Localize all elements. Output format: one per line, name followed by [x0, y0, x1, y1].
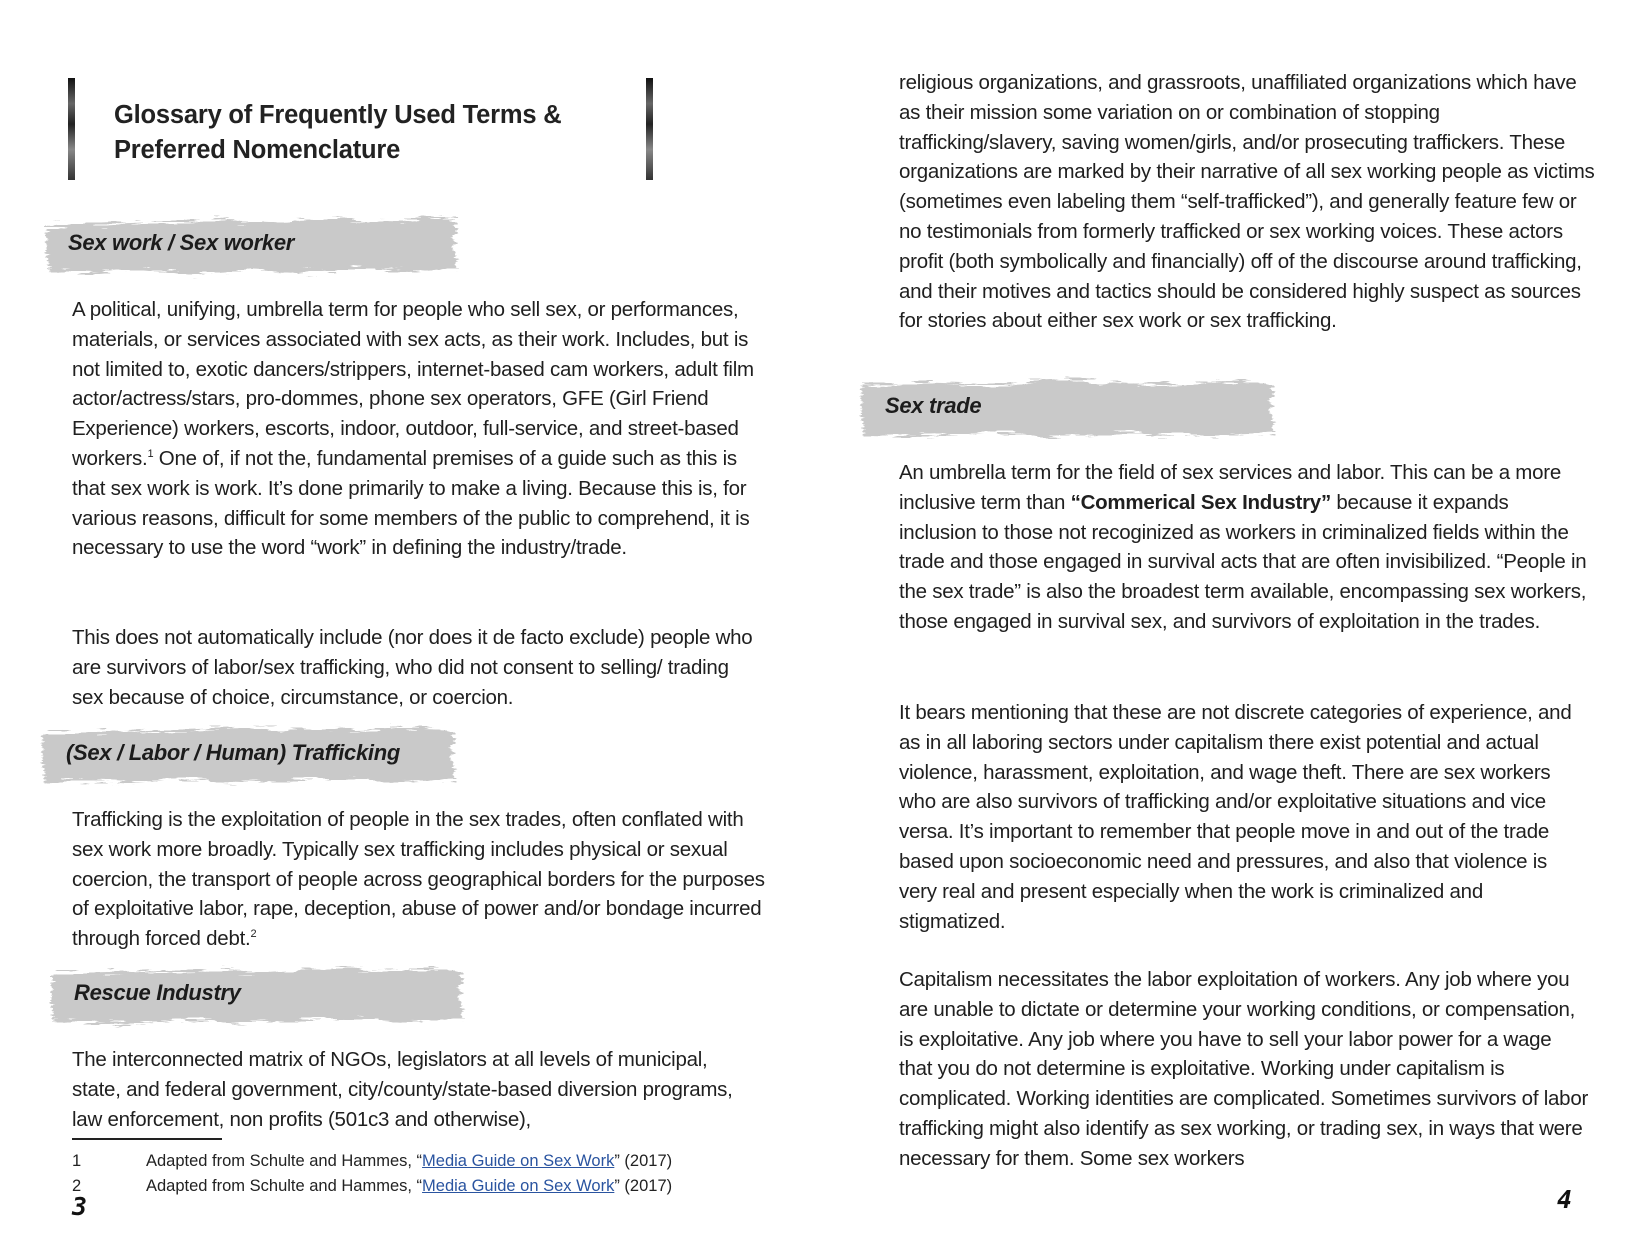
paragraph — [899, 458, 1589, 637]
paragraph: This does not automatically include (nor does it de facto exclude) people who are survivors of labor/sex trafficking, who did not consent to selling/ trading sex because of choice, circumstance, or coercion. — [72, 626, 753, 709]
paragraph-text: because it expands inclusion to those not recoginized as workers in criminalized fields within the trade and those engaged in survival acts that are often invisibilized. “People in the sex trade” is also the broadest term available, encompassing sex workers, those engaged in survival sex, and survivors of exploitation in the trades. — [899, 490, 1587, 633]
bold-term: “Commerical Sex Industry” — [1070, 490, 1331, 514]
heading-label: Rescue Industry — [74, 980, 241, 1005]
footnote-number: 1 — [72, 1152, 82, 1170]
footnote-text — [146, 1174, 672, 1198]
footnote-divider — [72, 1138, 222, 1140]
paragraph-text: Trafficking is the exploitation of people in the sex trades, often conflated with sex work more broadly. Typically sex trafficking includes physical or sexual coercion, the transport of people across geographical borders for the purposes of exploitative labor, rape, deception, abuse of power and/or bondage incurred through forced debt. — [72, 808, 765, 951]
paragraph-text: One of, if not the, fundamental premises of a guide such as this is that sex work is work. It’s done primarily to make a living. Because this is, for various reasons, difficult for some members of the public to comprehend, it is necessary to use the word “work” in defining the industry/trade. — [72, 446, 750, 560]
page-title — [114, 98, 561, 168]
paragraph-text: An umbrella term for the field of sex services and labor. This can be a more inclusive term than — [899, 461, 1562, 514]
continuation-paragraph: religious organizations, and grassroots, unaffiliated organizations which have as their mission some variation on or combination of stopping trafficking/slavery, saving women/girls, and/or prosecuting traffickers. These organizations are marked by their narrative of all sex working people as victims (sometimes even labeling them “self-trafficked”), and generally feature few or no testimonials from formerly trafficked or sex working voices. These actors profit (both symbolically and financially) off of the discourse around trafficking, and their motives and tactics should be considered highly suspect as sources for stories about either sex work or sex trafficking. — [899, 71, 1595, 333]
heading-label: Sex work / Sex worker — [68, 230, 295, 255]
page-number: 4 — [1557, 1185, 1573, 1214]
heading-label: Sex trade — [885, 393, 982, 418]
paragraph: The interconnected matrix of NGOs, legislators at all levels of municipal, state, and federal government, city/county/state-based diversion programs, law enforcement, non profits (501c3 and otherwise), — [72, 1048, 733, 1131]
title-line-2: Preferred Nomenclature — [114, 136, 401, 164]
footnote-suffix: ” (2017) — [614, 1152, 673, 1170]
title-line-1: Glossary of Frequently Used Terms & — [114, 101, 562, 129]
paragraph: Capitalism necessitates the labor exploitation of workers. Any job where you are unable to dictate or determine your working conditions, or compensation, is exploitative. Any job where you have to sell your labor power for a wage that you do not determine is exploitative. Working under capitalism is complicated. Working identities are complicated. Sometimes survivors of labor trafficking might also identify as sex working, or trading sex, in ways that were necessary for them. Some sex workers — [899, 968, 1589, 1170]
heading-sex-trade — [857, 373, 1277, 445]
footnote-prefix: Adapted from Schulte and Hammes, “ — [146, 1152, 423, 1170]
heading-sex-work — [40, 210, 460, 282]
glossary-title-box — [68, 78, 656, 180]
paragraph — [72, 295, 762, 563]
footnote-suffix: ” (2017) — [614, 1177, 673, 1195]
heading-label: (Sex / Labor / Human) Trafficking — [66, 740, 401, 765]
right-page — [813, 0, 1626, 1256]
footnote-text — [146, 1149, 672, 1173]
footnote-number: 2 — [72, 1177, 82, 1195]
media-guide-link[interactable]: Media Guide on Sex Work — [422, 1152, 615, 1170]
heading-trafficking — [38, 720, 458, 792]
footnote-ref: 1 — [147, 448, 154, 461]
media-guide-link[interactable]: Media Guide on Sex Work — [422, 1177, 615, 1195]
paragraph — [72, 805, 772, 954]
heading-rescue-industry — [46, 960, 466, 1032]
page-number: 3 — [72, 1192, 88, 1221]
footnote-prefix: Adapted from Schulte and Hammes, “ — [146, 1177, 423, 1195]
footnote-ref: 2 — [250, 928, 257, 941]
title-right-bar — [646, 78, 653, 180]
title-left-bar — [68, 78, 75, 180]
paragraph: It bears mentioning that these are not discrete categories of experience, and as in all laboring sectors under capitalism there exist potential and actual violence, harassment, exploitation, and wage theft. There are sex workers who are also survivors of trafficking and/or exploitative situations and vice versa. It’s important to remember that people move in and out of the trade based upon socioeconomic need and pressures, and also that violence is very real and present especially when the work is criminalized and stigmatized. — [899, 701, 1572, 933]
paragraph-text: A political, unifying, umbrella term for people who sell sex, or performances, materials, or services associated with sex acts, as their work. Includes, but is not limited to, exotic dancers/strippers, internet-based cam workers, adult film actor/actress/stars, pro-dommes, phone sex operators, GFE (Girl Friend Experience) workers, escorts, indoor, outdoor, full-service, and street-based workers. — [72, 298, 754, 470]
